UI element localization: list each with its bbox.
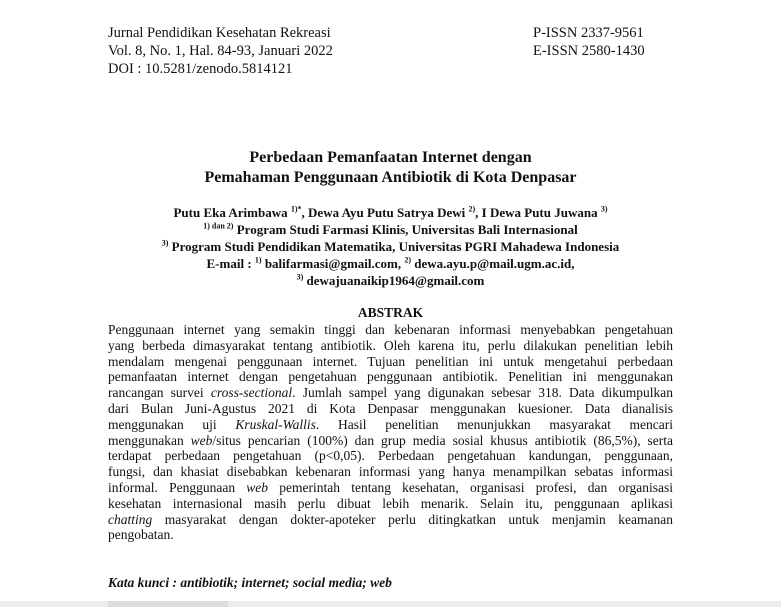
abstract-body (108, 322, 673, 543)
author-2-mark: 2) (468, 204, 476, 214)
email-3-mark: 3) (296, 272, 304, 282)
abstract-line: terdapat perbedaan pengetahuan (p<0,05). Perbedaan pengetahuan kandungan, penggunaan, (108, 448, 673, 464)
journal-doi: DOI : 10.5281/zenodo.5814121 (108, 61, 293, 77)
abstract-line (108, 512, 673, 528)
email-1[interactable]: balifarmasi@gmail.com, (261, 256, 405, 271)
abstract-line: mendalam mengenai penggunaan internet. Tujuan penelitian ini untuk mengetahui perbedaan (108, 353, 673, 369)
abstract-text: menggunakan (108, 432, 191, 448)
abstract-line (108, 417, 673, 433)
email-label: E-mail : (206, 256, 255, 271)
affiliation-2-mark: 3) (161, 238, 169, 248)
email-1-mark: 1) (254, 255, 262, 265)
abstract-line: kesehatan internasional masih perlu dibuat lebih menarik. Selain itu, penggunaan aplikasi (108, 495, 673, 511)
paper-title (0, 148, 781, 188)
abstract-line: Penggunaan internet yang semakin tinggi dan kebenaran informasi menyebabkan pengetahuan (108, 322, 673, 337)
abstract-text: rancangan survei (108, 385, 211, 401)
journal-volume: Vol. 8, No. 1, Hal. 84-93, Januari 2022 (108, 43, 333, 59)
abstract-italic-term: Kruskal-Wallis (235, 416, 316, 432)
author-names (0, 204, 781, 221)
affiliation-2 (0, 238, 781, 255)
abstract-line (108, 480, 673, 496)
abstract-text: . Hasil penelitian menunjukkan masyarakat mencari (315, 416, 673, 432)
p-issn: P-ISSN 2337-9561 (533, 25, 644, 41)
scrollbar-thumb[interactable] (108, 601, 228, 607)
author-1-mark: 1)* (290, 204, 302, 214)
email-3[interactable]: dewajuanaikip1964@gmail.com (303, 273, 485, 288)
abstract-line: yang berbeda dimasyarakat tentang antibiotik. Oleh karena itu, perlu dilakukan penelitian lebih (108, 337, 673, 353)
abstract-line: dari Bulan Juni-Agustus 2021 di Kota Denpasar menggunakan kuesioner. Data dianalisis (108, 400, 673, 416)
abstract-italic-term: web (190, 432, 213, 448)
e-issn: E-ISSN 2580-1430 (533, 43, 645, 59)
journal-header (108, 24, 333, 78)
affiliation-1 (0, 221, 781, 238)
abstract-line: pengobatan. (108, 527, 174, 543)
journal-name: Jurnal Pendidikan Kesehatan Rekreasi (108, 25, 331, 41)
title-line-1: Perbedaan Pemanfaatan Internet dengan (249, 149, 532, 166)
abstract-text: /situs pencarian (100%) dan grup media sosial khusus antibiotik (86,5%), serta (212, 432, 673, 448)
author-block (0, 204, 781, 289)
abstract-text: masyarakat dengan dokter-apoteker perlu ditingkatkan untuk menjamin keamanan (152, 511, 673, 527)
abstract-line (108, 385, 673, 401)
abstract-italic-term: cross-sectional (210, 385, 293, 401)
email-line-2 (0, 272, 781, 289)
email-2-mark: 2) (404, 255, 412, 265)
affiliation-1-mark: 1) dan 2) (203, 221, 234, 231)
abstract-italic-term: web (246, 479, 269, 495)
affiliation-1-text: Program Studi Farmasi Klinis, Universitas Bali Internasional (233, 222, 578, 237)
title-line-2: Pemahaman Penggunaan Antibiotik di Kota Denpasar (204, 169, 577, 186)
email-line (0, 255, 781, 272)
abstract-text: pemerintah tentang kesehatan, organisasi profesi, dan organisasi (268, 479, 673, 495)
email-2[interactable]: dewa.ayu.p@mail.ugm.ac.id, (411, 256, 575, 271)
abstract-line: pemanfaatan internet dengan pengetahuan penggunaan antibiotik. Penelitian ini menggunakan (108, 369, 673, 385)
abstract-text: menggunakan uji (108, 416, 236, 432)
abstract-line (108, 433, 673, 449)
keywords: Kata kunci : antibiotik; internet; social media; web (108, 575, 392, 590)
abstract-italic-term: chatting (108, 511, 153, 527)
author-3-mark: 3) (600, 204, 608, 214)
author-2: , Dewa Ayu Putu Satrya Dewi (301, 205, 469, 220)
abstract-heading: ABSTRAK (357, 305, 424, 320)
abstract-text: . Jumlah sampel yang digunakan sebesar 318. Data dikumpulkan (292, 385, 673, 401)
abstract-line: fungsi, dan khasiat disebabkan kebenaran informasi yang hanya menampilkan sebatas informasi (108, 464, 673, 480)
horizontal-scrollbar[interactable] (0, 601, 781, 607)
issn-block (533, 24, 645, 60)
author-1: Putu Eka Arimbawa (173, 205, 291, 220)
author-3: , I Dewa Putu Juwana (475, 205, 601, 220)
abstract-text: informal. Penggunaan (108, 479, 247, 495)
affiliation-2-text: Program Studi Pendidikan Matematika, Universitas PGRI Mahadewa Indonesia (168, 239, 620, 254)
